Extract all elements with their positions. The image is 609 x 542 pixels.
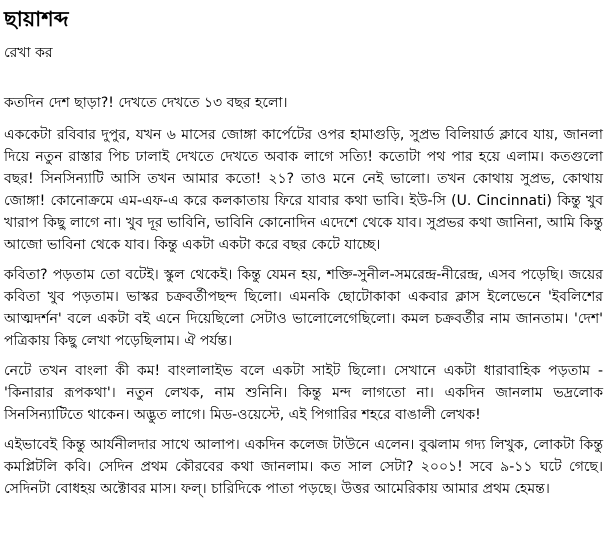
paragraph: কবিতা? পড়তাম তো বটেই। স্কুল থেকেই। কিন্তু যেমন হয়, শক্তি-সুনীল-সমরেন্দ্র-নীরেন্দ্র, এসব পড়েছি। জয়ের কবিতা খুব পড়তাম। ভাস্কর চক্রবর্তীপছন্দ ছিলো। এমনকি ছোটোকাকা একবার ক্লাস ইলেভেনে 'ইবলিশের আত্মদর্শন' বলে একটা বই এনে দিয়েছিলো সেটাও ভালোলেগেছিলো। কমল চক্রবর্তীর নাম জানতাম। 'দেশ' পত্রিকায় কিছু লেখা পড়েছিলাম। ঐ পর্যন্ত। xyxy=(4,267,603,349)
paragraph: এইভাবেই কিন্তু আর্যনীলদার সাথে আলাপ। একদিন কলেজ টাউনে এলেন। বুঝলাম গদ্য লিখুক, লোকটা কিন্তু কমপ্লিটলি কবি। সেদিন প্রথম কৌরবের কথা জানলাম। কত সাল সেটা? ২০০১! সবে ৯-১১ ঘটে গেছে। সেদিনটা বোধহয় অক্টোবর মাস। ফল্। চারিদিকে পাতা পড়ছে। উত্তর আমেরিকায় আমার প্রথম হেমন্ত। xyxy=(4,437,603,497)
paragraph: এককেটা রবিবার দুপুর, যখন ৬ মাসের জোঙ্গা কার্পেটের ওপর হামাগুড়ি, সুপ্রভ বিলিয়ার্ড ক্লাবে যায়, জানলা দিয়ে নতুন রাস্তার পিচ ঢালাই দেখতে দেখতে অবাক লাগে সত্যি! কতোটা পথ পার হয়ে এলাম। কতগুলো বছর! সিনসিন্যাটি আসি তখন আমার কতো! ২১? তাও মনে নেই ভালো। তখন কোথায় সুপ্রভ, কোথায় জোঙ্গা! কোনোক্রমে এম-এফ-এ করে কলকাতায় ফিরে যাবার কথা ভাবি। ইউ-সি (U. Cincinnati) কিন্তু খুব খারাপ কিছু লাগে না। খুব দূর ভাবিনি, ভাবিনি কোনোদিন এদেশে থেকে যাব। সুপ্রভর কথা জানিনা, আমি কিন্তু আজো ভাবিনা থেকে যাব। কিন্তু একটা একটা করে বছর কেটে যাচ্ছে। xyxy=(4,127,603,253)
article-author: রেখা কর xyxy=(4,45,53,61)
paragraph: কতদিন দেশ ছাড়া?! দেখতে দেখতে ১৩ বছর হলো। xyxy=(4,95,288,111)
article-title: ছায়াশব্দ xyxy=(4,7,69,31)
paragraph: নেটে তখন বাংলা কী কম! বাংলালাইভ বলে একটা সাইট ছিলো। সেখানে একটা ধারাবাহিক পড়তাম - 'কিনারার রূপকথা'। নতুন লেখক, নাম শুনিনি। কিন্তু মন্দ লাগতো না। একদিন জানলাম ভদ্রলোক সিনসিন্যাটিতে থাকেন। অদ্ভুত লাগে। মিড-ওয়েস্টে, এই পিগারির শহরে বাঙালী লেখক! xyxy=(4,363,603,423)
